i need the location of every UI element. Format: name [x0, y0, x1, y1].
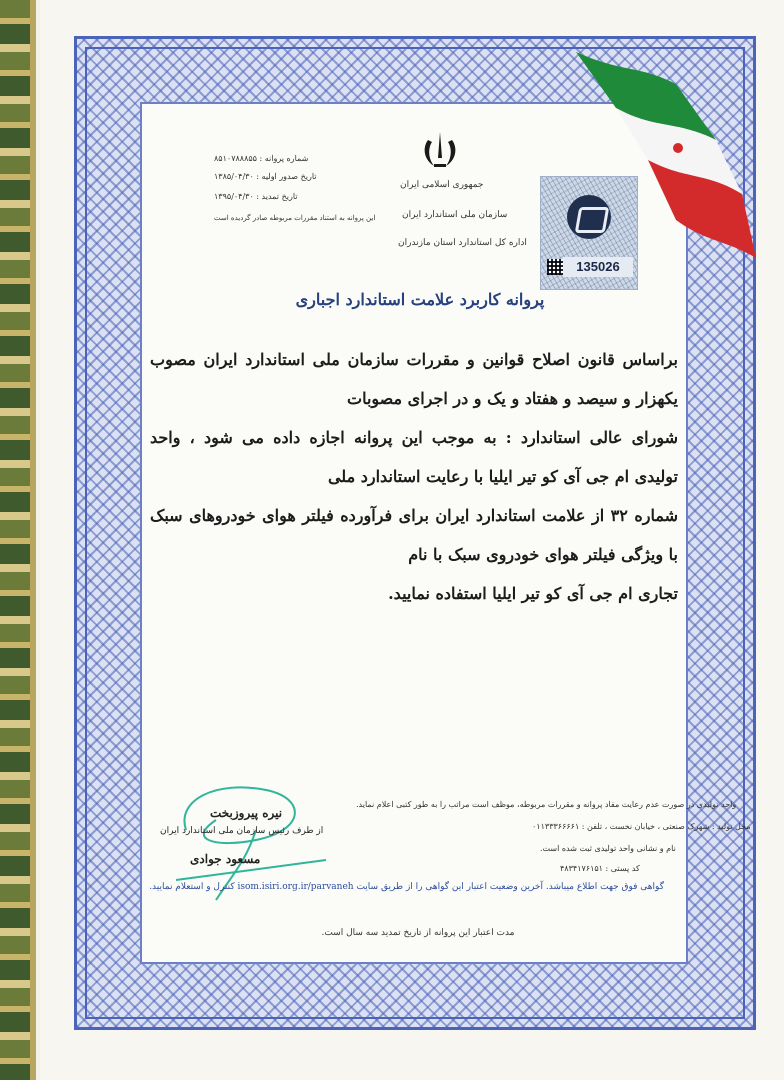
certificate-body: [150, 340, 678, 613]
footnote-line: نام و نشانی واحد تولیدی ثبت شده است.: [540, 844, 676, 853]
meta-note: این پروانه به استناد مقررات مربوطه صادر گردیده است: [214, 214, 376, 222]
permit-number: شماره پروانه : ۸۵۱۰۷۸۸۸۵۵: [214, 154, 309, 163]
body-line: براساس قانون اصلاح قوانین و مقررات سازمان ملی استاندارد ایران مصوب یکهزار و سیصد و هفتاد و یک و در اجرای مصوبات: [150, 350, 678, 408]
renewal-date: تاریخ تمدید : ۱۳۹۵/۰۴/۳۰: [214, 192, 298, 201]
body-line: تجاری ام جی آی کو تیر ایلیا استفاده نمایید.: [388, 584, 678, 603]
body-line: شماره ۳۲ از علامت استاندارد ایران برای فرآورده فیلتر هوای خودروهای سبک با ویژگی فیلتر هوای خودروی سبک با نام: [150, 506, 678, 564]
seal-number: 135026: [563, 257, 633, 277]
footnote-line: محل تولید : شهرک صنعتی ، خیابان نخست ، تلفن : ۰۱۱۳۳۳۶۶۶۶۱: [532, 822, 751, 831]
header-organization: سازمان ملی استاندارد ایران: [402, 210, 508, 220]
header-office: اداره کل استاندارد استان مازندران: [398, 238, 527, 248]
header-republic: جمهوری اسلامی ایران: [400, 180, 484, 190]
iran-emblem-icon: [418, 128, 462, 172]
footnote-line: واحد تولیدی در صورت عدم رعایت مفاد پروانه و مقررات مربوطه، موظف است مراتب را به طور کتبی اعلام نماید.: [356, 800, 737, 809]
qr-code-icon: [547, 259, 563, 275]
footnote-line: کد پستی : ۴۸۳۴۱۷۶۱۵۱: [560, 864, 640, 873]
signatory-role: از طرف رئیس سازمان ملی استاندارد ایران: [160, 826, 324, 836]
verification-link: گواهی فوق جهت اطلاع میباشد. آخرین وضعیت اعتبار این گواهی را از طریق سایت isom.isiri.org.ir/parvaneh کنترل و استعلام نمایید.: [149, 882, 664, 892]
signer-name: مسعود جوادی: [190, 852, 261, 866]
certificate-title: پروانه کاربرد علامت استاندارد اجباری: [295, 290, 545, 309]
standard-logo-icon: [567, 195, 611, 239]
decorative-border-strip: [0, 0, 36, 1080]
validity-note: مدت اعتبار این پروانه از تاریخ تمدید سه سال است.: [321, 928, 515, 938]
security-seal: [540, 176, 638, 290]
signatory-name: نیره پیروزبخت: [210, 806, 283, 820]
body-line: شورای عالی استاندارد : به موجب این پروانه اجازه داده می شود ، واحد تولیدی ام جی آی کو تیر ایلیا با رعایت استاندارد ملی: [150, 428, 678, 486]
issue-date: تاریخ صدور اولیه : ۱۳۸۵/۰۴/۳۰: [214, 172, 317, 181]
